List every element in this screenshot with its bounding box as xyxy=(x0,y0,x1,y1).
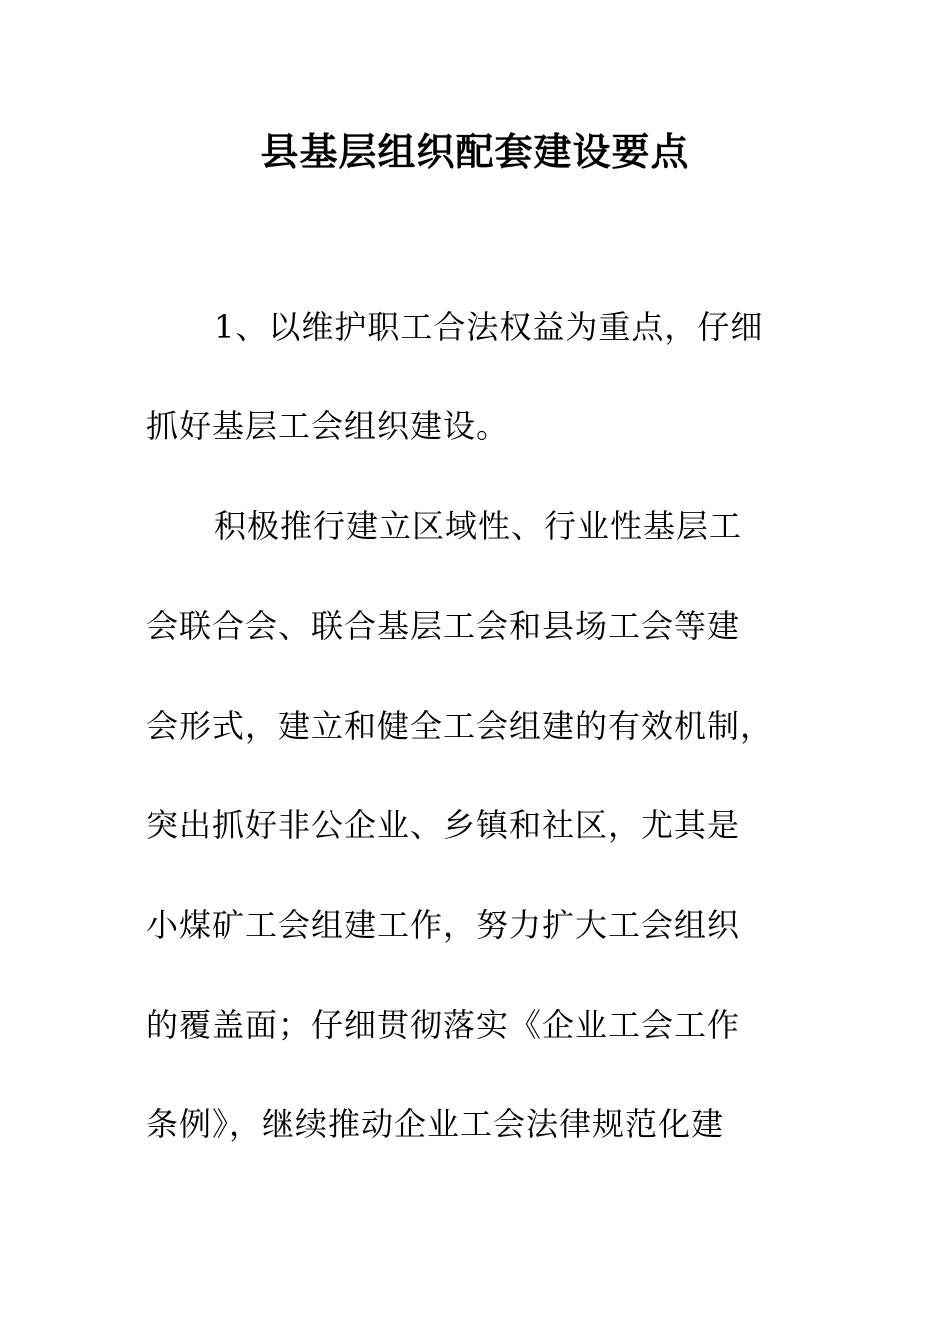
paragraph-1-line-1: 1、以维护职工合法权益为重点，仔细 xyxy=(214,308,764,346)
paragraph-1-line-2: 抓好基层工会组织建设。 xyxy=(146,407,510,445)
paragraph-2-line-6: 的覆盖面；仔细贯彻落实《企业工会工作 xyxy=(146,1006,741,1044)
paragraph-2-line-3: 会形式，建立和健全工会组建的有效机制， xyxy=(146,707,774,745)
paragraph-2-line-4: 突出抓好非公企业、乡镇和社区，尤其是 xyxy=(146,806,741,844)
paragraph-2-line-2: 会联合会、联合基层工会和县场工会等建 xyxy=(146,607,741,645)
paragraph-2-line-1: 积极推行建立区域性、行业性基层工 xyxy=(214,507,743,545)
paragraph-2-line-5: 小煤矿工会组建工作，努力扩大工会组织 xyxy=(146,906,741,944)
document-title: 县基层组织配套建设要点 xyxy=(260,130,690,174)
paragraph-2-line-7: 条例》，继续推动企业工会法律规范化建 xyxy=(146,1105,725,1143)
